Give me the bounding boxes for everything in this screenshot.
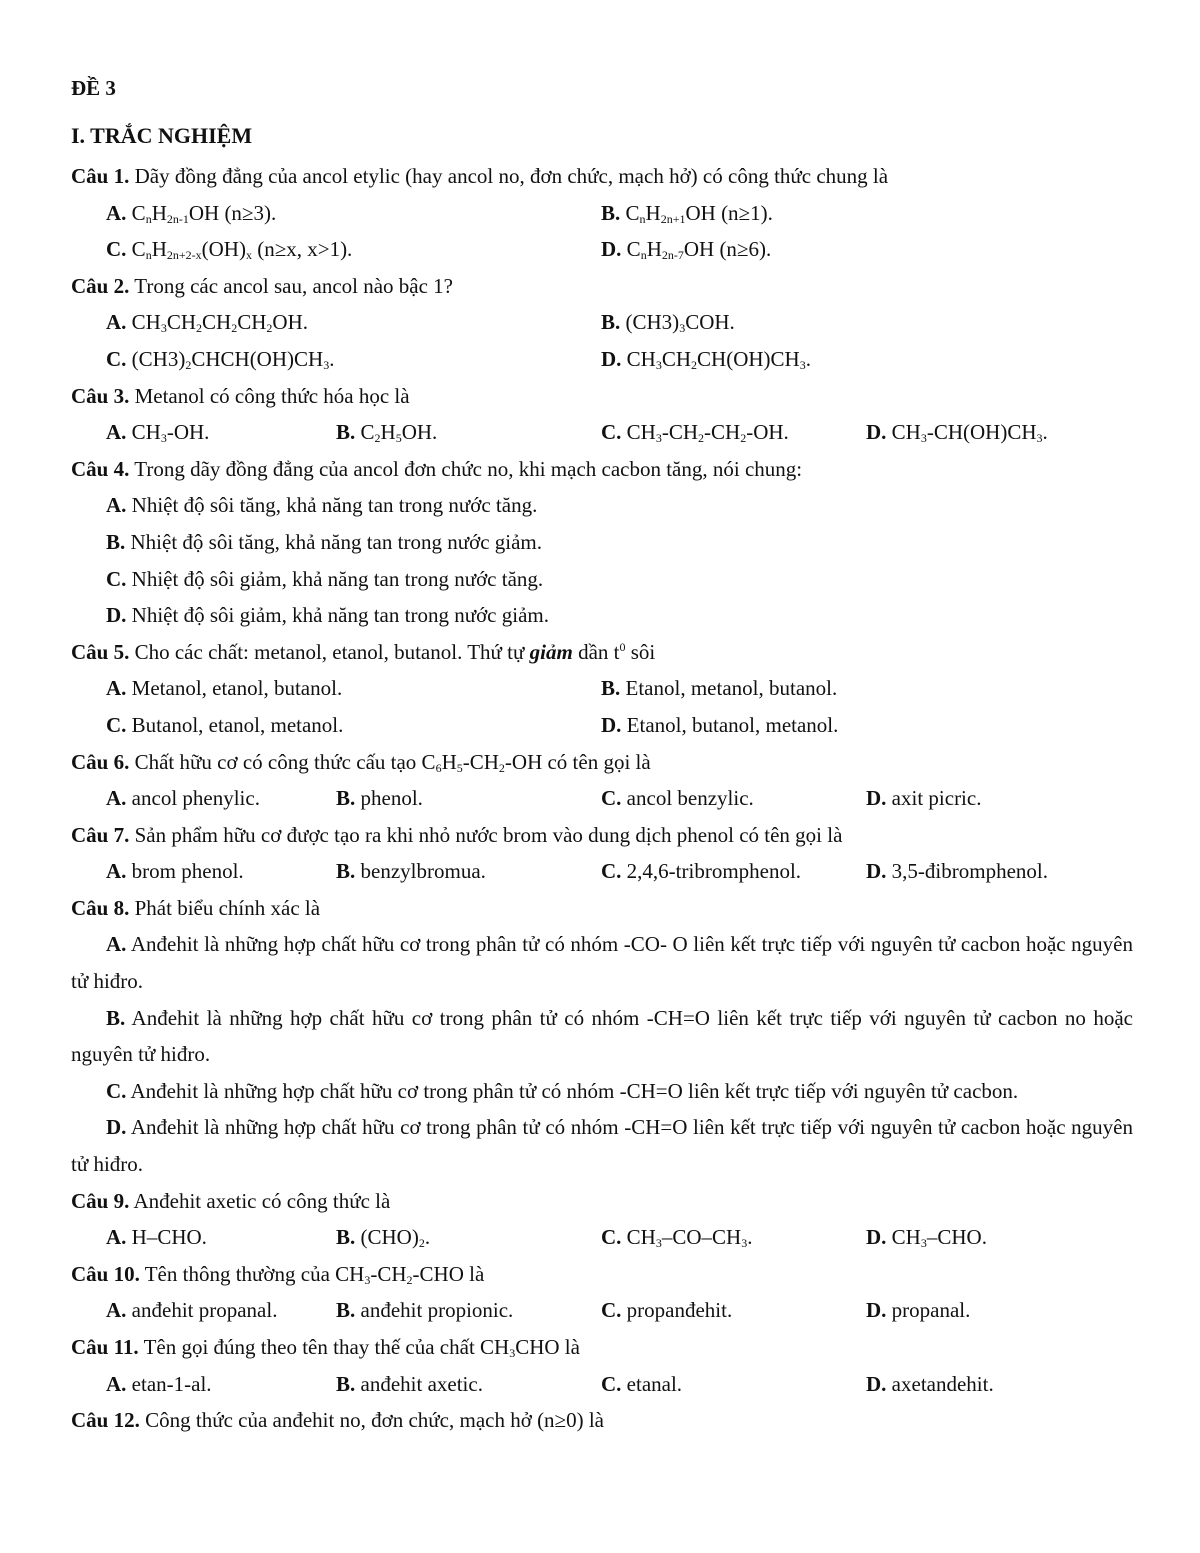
options-row [71,670,1133,707]
question-text: Dãy đồng đẳng của ancol etylic (hay ancol no, đơn chức, mạch hở) có công thức chung là [134,164,889,188]
question-number: Câu 3. [71,383,130,408]
question-12 [71,1402,1133,1439]
option-b[interactable]: B. Nhiệt độ sôi tăng, khả năng tan trong nước giảm. [71,524,1133,561]
option-text: 3,5-đibromphenol. [891,859,1048,884]
option-text: $C_nH_{2n-7}OH$ (n≥6). [626,237,772,263]
question-text: Tên gọi đúng theo tên thay thế của chất CH [143,1335,510,1359]
question-number: Câu 10. [71,1261,140,1286]
question-7 [71,817,1133,854]
question-5: Câu 5. Cho các chất: metanol, etanol, butanol. Thứ tự giảm dần $t^0$ sôi [71,639,656,664]
option-c[interactable]: C. $CH_3-CH_2-CH_2-OH$. [601,420,789,446]
option-text: $CH_3CH_2CH_2CH_2OH$. [131,310,309,336]
option-c[interactable]: C. $C_nH_{2n+2-x}(OH)_x$ (n≥x, x>1). [106,237,353,263]
option-a[interactable]: A. $CH_3CH_2CH_2CH_2OH$. [106,310,309,336]
option-text: H–CHO. [131,1225,207,1250]
option-c[interactable]: C. Anđehit là những hợp chất hữu cơ trong phân tử có nhóm -CH=O liên kết trực tiếp với nguyên tử cacbon. [106,1078,1019,1103]
option-d[interactable]: D. $CH_3$–CHO. [866,1225,987,1251]
option-c[interactable]: C. etanal. [601,1371,683,1396]
question-text: Tên thông thường của CH [144,1261,365,1286]
option-d[interactable]: D. propanal. [866,1298,971,1323]
option-b[interactable]: B. phenol. [336,786,423,811]
option-text: $C_nH_{2n+1}OH$ (n≥1). [625,200,773,226]
question-text: Sản phẩm hữu cơ được tạo ra khi nhỏ nước brom vào dung dịch phenol có tên gọi là [134,822,843,847]
option-text: $CH_3CH_2CH(OH)CH_3$. [626,346,811,372]
option-a[interactable]: A. ancol phenylic. [106,786,260,811]
option-text: etanal. [626,1371,683,1396]
option-text: axetandehit. [891,1371,994,1396]
options-row [71,195,1133,232]
option-b[interactable]: B. anđehit axetic. [336,1371,483,1396]
option-a[interactable]: A. H–CHO. [106,1225,207,1250]
option-d[interactable]: D. 3,5-đibromphenol. [866,859,1048,884]
option-b[interactable]: B. $(CH3)_3COH$. [601,310,735,336]
option-text: Anđehit là những hợp chất hữu cơ trong phân tử có nhóm -CH=O liên kết trực tiếp với nguyên tử cacbon hoặc nguyên tử hiđro. [71,1115,1134,1177]
option-text: Anđehit là những hợp chất hữu cơ trong phân tử có nhóm -CH=O liên kết trực tiếp với nguyên tử cacbon no hoặc nguyên tử hiđro. [71,1005,1133,1067]
option-text: $CH_3-OH$. [131,420,210,446]
option-text: propanđehit. [626,1298,733,1323]
option-text: $CH_3-CH_2-CH_2-OH$. [626,420,789,446]
option-d[interactable]: D. Nhiệt độ sôi giảm, khả năng tan trong nước giảm. [71,597,1133,634]
question-text: Trong các ancol sau, ancol nào bậc 1? [134,273,454,298]
question-number: Câu 12. [71,1408,140,1433]
option-text: Butanol, etanol, metanol. [131,712,344,737]
option-b[interactable]: B. $(CHO)_2$. [336,1225,431,1251]
option-text: $CH_3-CH(OH)CH_3$. [891,420,1048,446]
option-a[interactable]: A. Nhiệt độ sôi tăng, khả năng tan trong nước tăng. [71,487,1133,524]
exam-title: ĐỀ 3 [71,76,116,100]
option-text: anđehit propionic. [360,1298,514,1323]
option-text: $C_nH_{2n+2-x}(OH)_x$ (n≥x, x>1). [131,237,353,263]
question-text: Anđehit axetic có công thức là [133,1188,391,1213]
option-text: $C_2H_5OH$. [360,420,438,446]
option-a[interactable]: A. anđehit propanal. [106,1298,278,1323]
option-text: Nhiệt độ sôi giảm, khả năng tan trong nước giảm. [131,603,549,628]
options-row [71,780,1133,817]
option-a[interactable]: A. $C_nH_{2n-1}OH$ (n≥3). [106,200,277,226]
option-c[interactable]: C. Butanol, etanol, metanol. [106,712,344,737]
question-text: Phát biểu chính xác là [134,895,321,920]
option-d[interactable]: D. axit picric. [866,786,982,811]
option-c[interactable]: C. propanđehit. [601,1298,733,1323]
option-b[interactable]: B. $C_nH_{2n+1}OH$ (n≥1). [601,200,773,226]
option-c[interactable]: C. $(CH3)_2CHCH(OH)CH_3$. [106,346,335,372]
question-4 [71,451,1133,488]
option-text: $(CH3)_3COH$. [625,310,735,336]
option-text: Etanol, butanol, metanol. [626,712,839,737]
option-text: anđehit axetic. [360,1371,483,1396]
question-2 [71,268,1133,305]
option-text: Nhiệt độ sôi tăng, khả năng tan trong nước tăng. [131,493,538,518]
question-11: Câu 11. Tên gọi đúng theo tên thay thế của chất $CH_3CHO$ là [71,1335,580,1360]
question-number: Câu 1. [71,164,130,188]
option-c[interactable]: C. Nhiệt độ sôi giảm, khả năng tan trong nước tăng. [71,561,1133,598]
option-d[interactable]: D. axetandehit. [866,1371,994,1396]
option-b[interactable]: B. benzylbromua. [336,859,486,884]
option-text: 2,4,6-tribromphenol. [626,859,802,884]
option-d[interactable]: D. Etanol, butanol, metanol. [601,712,839,737]
option-text: $CH_3$–CHO. [891,1225,987,1251]
options-row [71,414,1133,451]
option-b[interactable]: B. Etanol, metanol, butanol. [601,676,838,701]
question-10: Câu 10. Tên thông thường của $CH_3-CH_2$-CHO là [71,1261,485,1287]
option-a[interactable]: A. Anđehit là những hợp chất hữu cơ trong phân tử có nhóm -CO- O liên kết trực tiếp với nguyên tử cacbon hoặc nguyên tử hiđro. [71,932,1133,994]
options-row [71,304,1133,341]
option-text: Metanol, etanol, butanol. [131,676,343,701]
option-d[interactable]: D. $C_nH_{2n-7}OH$ (n≥6). [601,237,772,263]
option-text: phenol. [360,786,423,811]
question-number: Câu 4. [71,456,130,481]
option-text: Etanol, metanol, butanol. [625,676,838,701]
option-text: $(CHO)_2$. [360,1225,431,1251]
option-text: etan-1-al. [131,1371,212,1396]
option-text: Anđehit là những hợp chất hữu cơ trong phân tử có nhóm -CH=O liên kết trực tiếp với nguyên tử cacbon. [130,1078,1019,1103]
question-text: Metanol có công thức hóa học là [134,383,410,408]
question-number: Câu 7. [71,822,130,847]
question-number: Câu 6. [71,749,130,774]
question-text: Chất hữu cơ có công thức cấu tạo C [134,749,436,774]
question-number: Câu 8. [71,895,130,920]
option-b[interactable]: B. anđehit propionic. [336,1298,514,1323]
exam-page [71,70,1133,1439]
question-text: Công thức của anđehit no, đơn chức, mạch hở (n≥0) là [145,1408,604,1433]
option-text: brom phenol. [131,859,244,884]
option-text: benzylbromua. [360,859,486,884]
option-d[interactable]: D. $CH_3CH_2CH(OH)CH_3$. [601,346,811,372]
emphasis-text: giảm [529,639,573,664]
option-text: Nhiệt độ sôi tăng, khả năng tan trong nước giảm. [130,529,543,554]
option-c[interactable]: C. 2,4,6-tribromphenol. [601,859,802,884]
question-8 [71,890,1133,927]
question-text: Cho các chất: metanol, etanol, butanol. Thứ tự [134,639,525,664]
option-text: Anđehit là những hợp chất hữu cơ trong phân tử có nhóm -CO- O liên kết trực tiếp với nguyên tử cacbon hoặc nguyên tử hiđro. [71,932,1133,994]
options-row [71,341,1133,378]
options-row [71,707,1133,744]
option-text: Nhiệt độ sôi giảm, khả năng tan trong nước tăng. [131,566,544,591]
option-b[interactable]: B. Anđehit là những hợp chất hữu cơ trong phân tử có nhóm -CH=O liên kết trực tiếp với nguyên tử cacbon no hoặc nguyên tử hiđro. [71,1005,1133,1067]
question-9 [71,1183,1133,1220]
option-a[interactable]: A. Metanol, etanol, butanol. [106,676,343,701]
question-number: Câu 11. [71,1335,139,1359]
section-heading: I. TRẮC NGHIỆM [71,123,253,148]
question-text: Trong dãy đồng đẳng của ancol đơn chức no, khi mạch cacbon tăng, nói chung: [134,456,803,481]
option-a[interactable]: A. $CH_3-OH$. [106,420,210,446]
options-row [71,853,1133,890]
option-c[interactable]: C. $CH_3-CO-CH_3$. [601,1225,753,1251]
question-number: Câu 5. [71,639,130,664]
option-a[interactable]: A. etan-1-al. [106,1371,212,1396]
option-text: $(CH3)_2CHCH(OH)CH_3$. [131,346,335,372]
option-text: $C_nH_{2n-1}OH$ (n≥3). [131,200,277,226]
question-3 [71,378,1133,415]
question-1 [71,158,1133,195]
options-row [71,1366,1133,1403]
question-6: Câu 6. Chất hữu cơ có công thức cấu tạo $C_6H_5-CH_2-OH$ có tên gọi là [71,749,651,775]
option-text: $CH_3-CO-CH_3$. [626,1225,753,1251]
question-number: Câu 9. [71,1188,130,1213]
option-d[interactable]: D. $CH_3-CH(OH)CH_3$. [866,420,1048,446]
option-c[interactable]: C. ancol benzylic. [601,786,754,811]
option-text: axit picric. [891,786,982,811]
options-row [71,1292,1133,1329]
option-text: anđehit propanal. [131,1298,278,1323]
options-row [71,231,1133,268]
option-d[interactable]: D. Anđehit là những hợp chất hữu cơ trong phân tử có nhóm -CH=O liên kết trực tiếp với nguyên tử cacbon hoặc nguyên tử hiđro. [71,1115,1134,1177]
options-row [71,1219,1133,1256]
option-a[interactable]: A. brom phenol. [106,859,244,884]
option-b[interactable]: B. $C_2H_5OH$. [336,420,438,446]
option-text: ancol benzylic. [626,786,754,811]
option-text: ancol phenylic. [131,786,260,811]
option-text: propanal. [891,1298,971,1323]
question-number: Câu 2. [71,273,130,298]
